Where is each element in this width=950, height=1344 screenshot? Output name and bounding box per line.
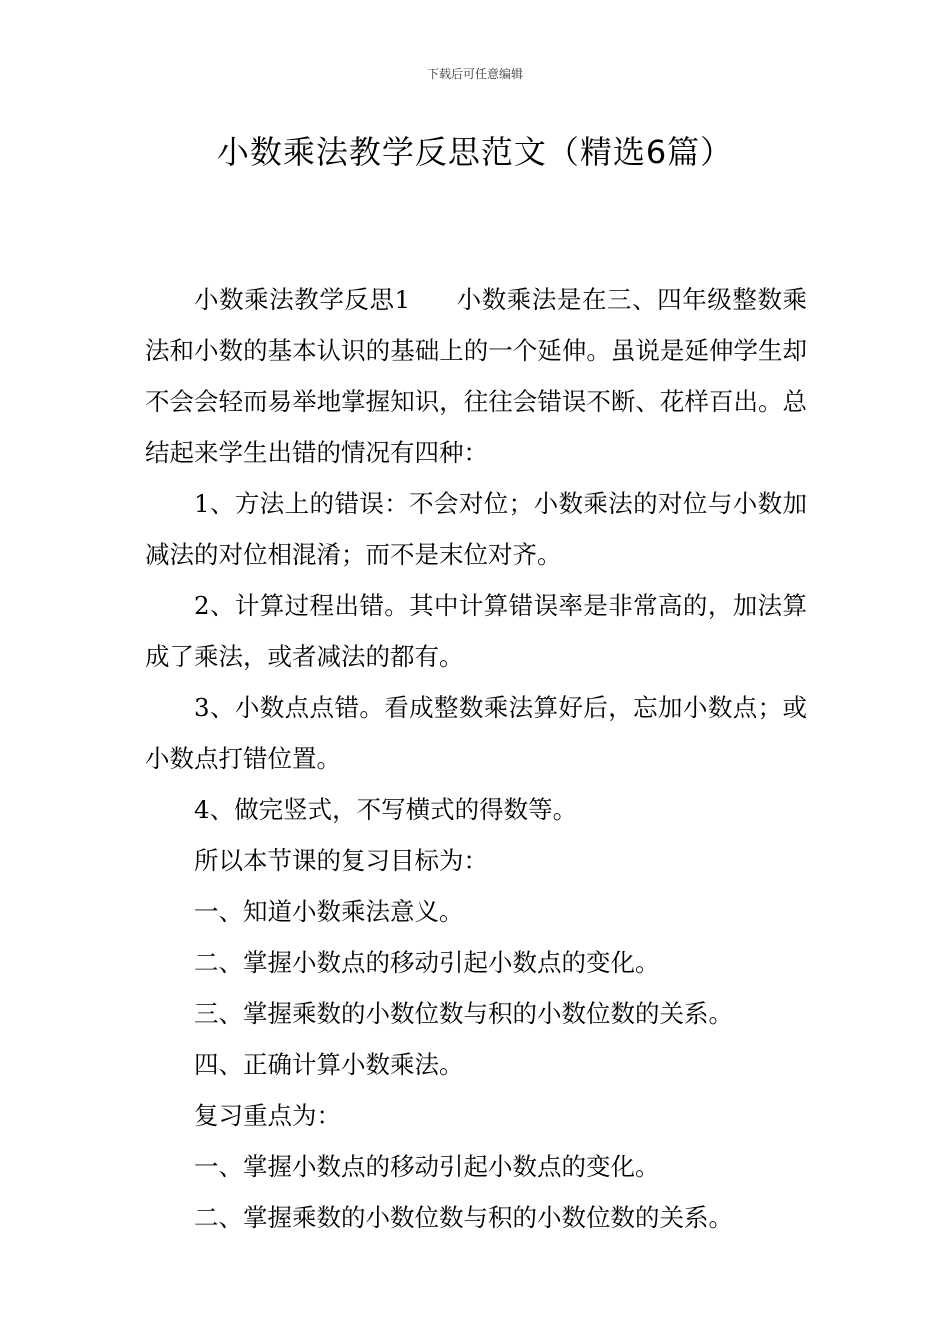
- section-heading: 小数乘法教学反思1: [194, 285, 411, 314]
- document-title: 小数乘法教学反思范文（精选6篇）: [216, 133, 734, 171]
- paragraph-goal-2: 二、掌握小数点的移动引起小数点的变化。: [194, 948, 660, 977]
- paragraph-goals-heading: 所以本节课的复习目标为：: [194, 846, 488, 875]
- document-body: [145, 274, 807, 1243]
- paragraph-error-3: 3、小数点点错。看成整数乘法算好后，忘加小数点；或小数点打错位置。: [145, 693, 807, 773]
- paragraph-focus-2: 二、掌握乘数的小数位数与积的小数位数的关系。: [194, 1203, 733, 1232]
- paragraph-goal-4: 四、正确计算小数乘法。: [194, 1050, 464, 1079]
- paragraph-error-4: 4、做完竖式，不写横式的得数等。: [194, 795, 578, 824]
- paragraph-focus-1: 一、掌握小数点的移动引起小数点的变化。: [194, 1152, 660, 1181]
- header-note: 下载后可任意编辑: [426, 67, 523, 81]
- paragraph-error-1: 1、方法上的错误：不会对位；小数乘法的对位与小数加减法的对位相混淆；而不是末位对齐。: [145, 489, 807, 569]
- paragraph-focus-heading: 复习重点为：: [194, 1101, 341, 1130]
- paragraph-goal-1: 一、知道小数乘法意义。: [194, 897, 464, 926]
- intro-paragraph: [145, 274, 807, 478]
- paragraph-error-2: 2、计算过程出错。其中计算错误率是非常高的，加法算成了乘法，或者减法的都有。: [145, 591, 807, 671]
- intro-text: 小数乘法是在三、四年级整数乘法和小数的基本认识的基础上的一个延伸。虽说是延伸学生却不会会轻而易举地掌握知识，往往会错误不断、花样百出。总结起来学生出错的情况有四种：: [145, 285, 808, 467]
- paragraph-goal-3: 三、掌握乘数的小数位数与积的小数位数的关系。: [194, 999, 733, 1028]
